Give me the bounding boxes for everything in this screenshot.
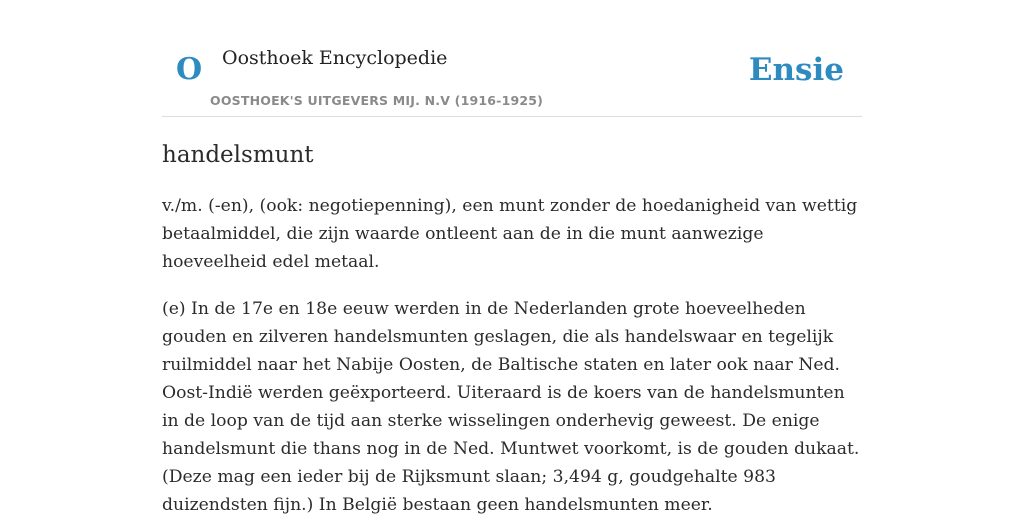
entry-paragraph: v./m. (-en), (ook: negotiepenning), een munt zonder de hoedanigheid van wettig betaalmiddel, die zijn waarde ontleent aan de in die munt aanwezige hoeveelheid edel metaal. xyxy=(162,196,858,272)
page-container xyxy=(162,0,862,515)
entry-paragraph: (e) In de 17e en 18e eeuw werden in de Nederlanden grote hoeveelheden gouden en zilveren handelsmunten geslagen, die als handelswaar en tegelijk ruilmiddel naar het Nabije Oosten, de Baltische staten en later ook naar Ned. Oost-Indië werden geëxporteerd. Uiteraard is de koers van de handelsmunten in de loop van de tijd aan sterke wisselingen onderhevig geweest. De enige handelsmunt die thans nog in de Ned. Muntwet voorkomt, is de gouden dukaat. (Deze mag een ieder bij de Rijksmunt slaan; 3,494 g, goudgehalte 983 duizendsten fijn.) In België bestaan geen handelsmunten meer. xyxy=(162,299,860,515)
source-header xyxy=(162,0,862,117)
ensie-logo[interactable]: Ensie xyxy=(748,52,844,88)
source-logo[interactable]: O xyxy=(176,52,203,87)
source-publisher: OOSTHOEK'S UITGEVERS MIJ. N.V (1916-1925) xyxy=(210,93,544,108)
entry-headword: handelsmunt xyxy=(162,142,314,168)
source-title[interactable]: Oosthoek Encyclopedie xyxy=(222,47,448,69)
